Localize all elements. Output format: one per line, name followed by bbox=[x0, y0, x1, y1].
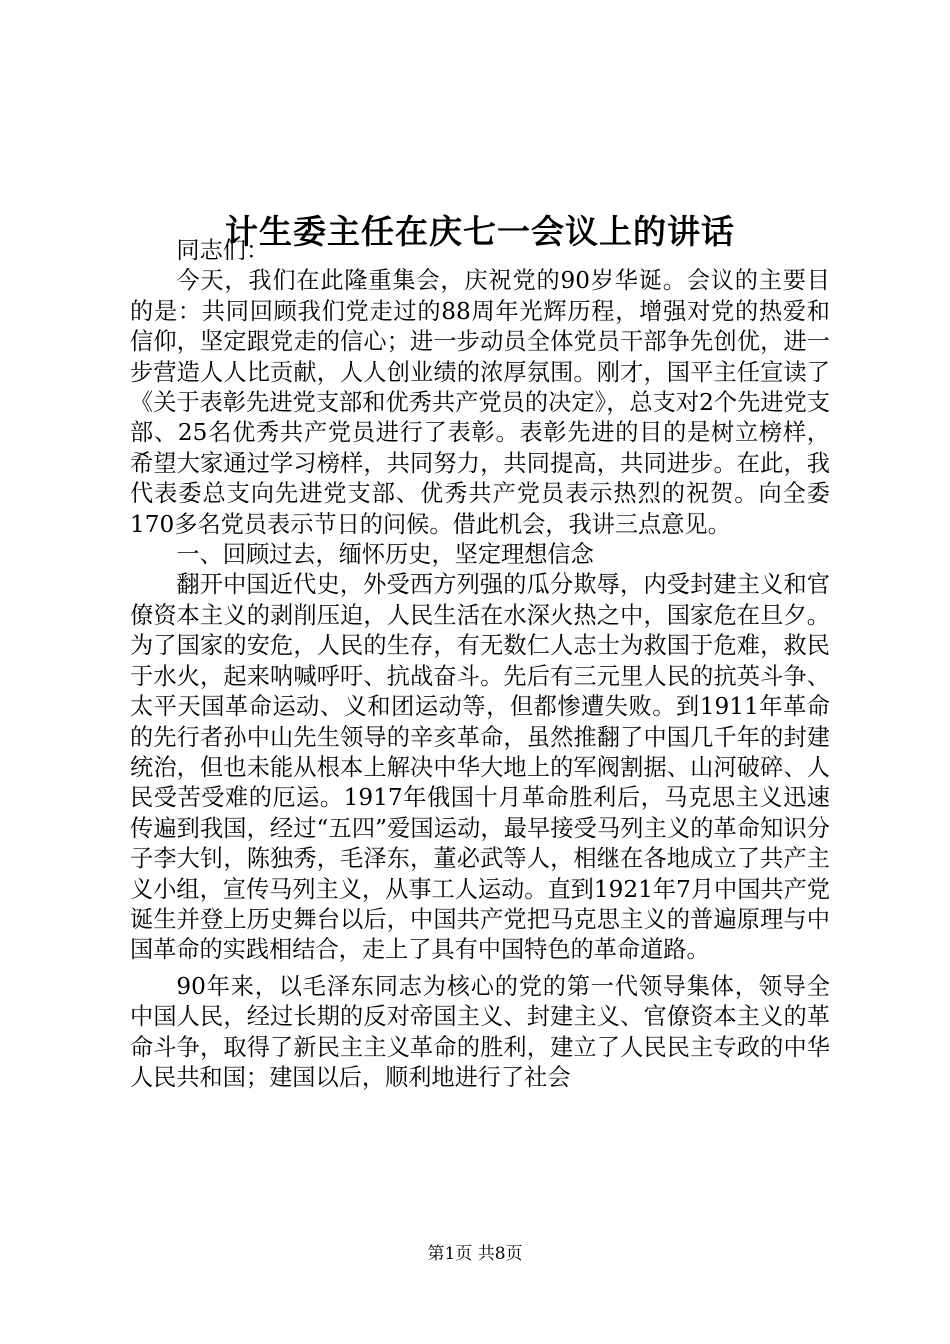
document-title: 计生委主任在庆七一会议上的讲话 bbox=[225, 212, 735, 252]
paragraph-intro: 今天，我们在此隆重集会，庆祝党的90岁华诞。会议的主要目的是：共同回顾我们党走过的88周年光辉历程，增强对党的热爱和信仰，坚定跟党走的信心；进一步动员全体党员干部争先创优，进一步营造人人比贡献，人人创业绩的浓厚氛围。刚才，国平主任宣读了《关于表彰先进党支部和优秀共产党员的决定》，总支对2个先进党支部、25名优秀共产党员进行了表彰。表彰先进的目的是树立榜样，希望大家通过学习榜样，共同努力，共同提高，共同进步。在此，我代表委总支向先进党支部、优秀共产党员表示热烈的祝贺。向全委170多名党员表示节日的问候。借此机会，我讲三点意见。 bbox=[130, 267, 830, 538]
page-number-footer: 第1页 共8页 bbox=[427, 1244, 523, 1264]
paragraph-history: 翻开中国近代史，外受西方列强的瓜分欺辱，内受封建主义和官僚资本主义的剥削压迫，人民生活在水深火热之中，国家危在旦夕。为了国家的安危，人民的生存，有无数仁人志士为救国于危难，救民于水火，起来呐喊呼吁、抗战奋斗。先后有三元里人民的抗英斗争、太平天国革命运动、义和团运动等，但都惨遭失败。到1911年革命的先行者孙中山先生领导的辛亥革命，虽然推翻了中国几千年的封建统治，但也未能从根本上解决中华大地上的军阀割据、山河破碎、人民受苦受难的厄运。1917年俄国十月革命胜利后，马克思主义迅速传遍到我国，经过“五四”爱国运动，最早接受马列主义的革命知识分子李大钊，陈独秀，毛泽东，董必武等人，相继在各地成立了共产主义小组，宣传马列主义，从事工人运动。直到1921年7月中国共产党诞生并登上历史舞台以后，中国共产党把马克思主义的普遍原理与中国革命的实践相结合，走上了具有中国特色的革命道路。 bbox=[130, 571, 830, 964]
section-heading: 一、回顾过去，缅怀历史，坚定理想信念 bbox=[176, 541, 594, 569]
salutation: 同志们： bbox=[176, 237, 270, 264]
document-body bbox=[130, 236, 830, 1093]
paragraph-90-years: 90年来，以毛泽东同志为核心的党的第一代领导集体，领导全中国人民，经过长期的反对帝国主义、封建主义、官僚资本主义的革命斗争，取得了新民主主义革命的胜利，建立了人民民主专政的中华人民共和国；建国以后，顺利地进行了社会 bbox=[130, 972, 830, 1091]
